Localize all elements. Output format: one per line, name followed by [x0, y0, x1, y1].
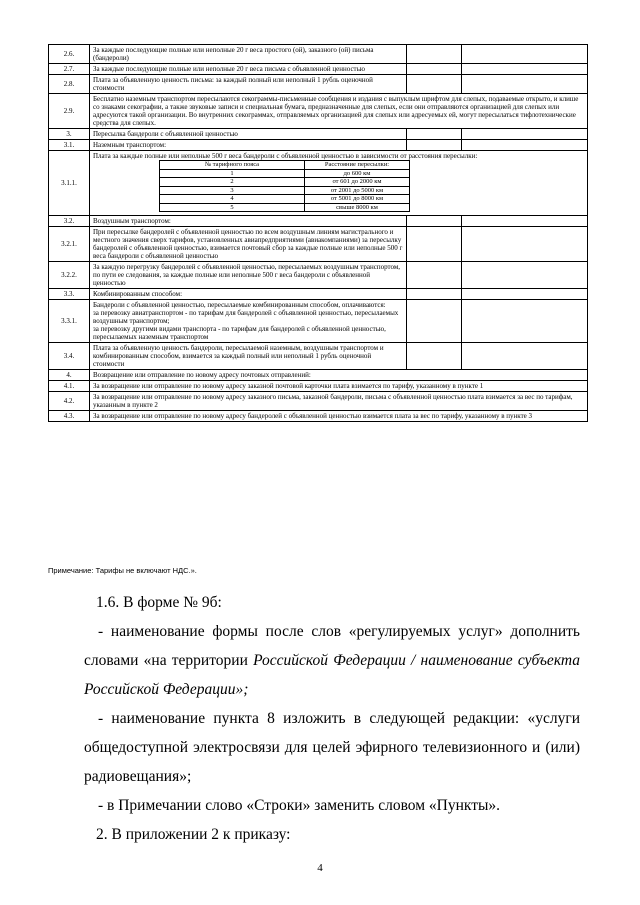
row-text: Бандероли с объявленной ценностью, пересылаемые комбинированным способом, оплачиваются: за перевозку авиатранспортом - по тарифам для бандеролей с объявленной ценностью, пересылаемых воздушным транспортом; за перевозку другими видами транспорта - по тарифам для бандеролей с объявленной ценностью, пересылаемых наземным транспортом	[90, 300, 407, 342]
row-number: 2.6.	[49, 45, 90, 64]
table-row	[49, 392, 588, 411]
zones-header: № тарифного пояса Расстояние пересылки:	[160, 161, 410, 170]
row-text: Пересылка бандероли с объявленной ценностью	[90, 129, 407, 139]
row-text: Наземным транспортом:	[90, 140, 407, 150]
table-row	[49, 216, 588, 227]
table-row	[49, 411, 588, 422]
amendment-text	[84, 588, 580, 849]
table-row	[49, 227, 588, 262]
row-number: 2.9.	[49, 94, 90, 129]
row-text: Плата за объявленную ценность бандероли, пересылаемой наземным, воздушным транспортом и комбинированным способом, взимается за каждый полный или неполный 1 рубль оценочной стоимости	[90, 343, 407, 369]
row-text: Плата за каждые полные или неполные 500 г веса бандероли с объявленной ценностью в зависимости от расстояния пересылки:	[93, 152, 478, 160]
table-row	[49, 343, 588, 370]
section-heading: 2. В приложении 2 к приказу:	[96, 826, 291, 843]
row-number: 2.7.	[49, 64, 90, 75]
row-text: За возвращение или отправление по новому адресу бандеролей с объявленной ценностью взимается плата за вес по тарифу, указанному в пункте 3	[90, 411, 588, 422]
row-text: Воздушным транспортом:	[90, 216, 407, 226]
row-number: 3.	[49, 129, 90, 140]
table-row	[49, 75, 588, 94]
row-text: Плата за объявленную ценность письма: за каждый полный или неполный 1 рубль оценочной стоимости	[90, 75, 407, 93]
paragraph: - в Примечании слово «Строки» заменить словом «Пункты».	[98, 797, 501, 814]
table-row	[49, 381, 588, 392]
row-number: 3.1.1.	[49, 151, 90, 216]
table-row	[49, 300, 588, 343]
row-text: При пересылке бандеролей с объявленной ценностью по всем воздушным линиям магистрального и местного значения сверх тарифов, установленных авиапредприятиями (авиакомпаниями) за пересылку бандеролей с объявленной ценностью, взимается почтовый сбор за каждые полные или неполные 500 г веса бандероли с объявленной ценностью	[90, 227, 407, 261]
row-text: За каждые последующие полные или неполные 20 г веса простого (ой), заказного (ой) письма (бандероли)	[90, 45, 407, 63]
zone-row: 1 до 600 км	[160, 169, 410, 178]
row-text: За каждую перегрузку бандеролей с объявленной ценностью, пересылаемых воздушным транспортом, по пути ее следования, за каждые полные или неполные 500 г веса бандероли с объявленной ценностью	[90, 262, 407, 288]
row-number: 3.4.	[49, 343, 90, 370]
row-text: Комбинированным способом:	[90, 289, 407, 299]
row-number: 4.	[49, 370, 90, 381]
row-number: 2.8.	[49, 75, 90, 94]
table-row	[49, 94, 588, 129]
row-number: 3.2.2.	[49, 262, 90, 289]
row-text: Бесплатно наземным транспортом пересылаются секограммы-письменные сообщения и издания с выпуклым шрифтом для слепых, подаваемые открыто, и клише со знаками секографии, а также звуковые записи и специальная бумага, предназначенные для слепых, если они отправляются организацией для слепых или адресуются такой организации. Во внутренних секограммах, отправляемых организацией для слепых или адресуемых ей, могут пересылаться тифлотехнические средства для слепых.	[90, 94, 588, 129]
tariff-zones-table	[159, 160, 410, 212]
table-row	[49, 289, 588, 300]
zone-row: 2 от 601 до 2000 км	[160, 178, 410, 187]
section-heading: 1.6. В форме № 9б:	[96, 594, 222, 611]
table-row	[49, 151, 588, 216]
zone-row: 3 от 2001 до 5000 км	[160, 186, 410, 195]
row-number: 3.2.1.	[49, 227, 90, 262]
tariff-table	[48, 44, 588, 422]
row-text: За каждые последующие полные или неполные 20 г веса письма с объявленной ценностью	[90, 64, 407, 74]
row-number: 3.3.	[49, 289, 90, 300]
zone-row: 4 от 5001 до 8000 км	[160, 195, 410, 204]
row-number: 4.3.	[49, 411, 90, 422]
row-text: За возвращение или отправление по новому адресу заказной почтовой карточки плата взимается по тарифу, указанному в пункте 1	[90, 381, 588, 392]
row-number: 4.2.	[49, 392, 90, 411]
paragraph: - наименование формы после слов «регулируемых услуг» дополнить словами «на территории Российской Федерации / наименование субъекта Российской Федерации»;	[84, 623, 580, 698]
row-number: 3.3.1.	[49, 300, 90, 343]
table-note: Примечание: Тарифы не включают НДС.».	[48, 566, 197, 575]
table-row	[49, 262, 588, 289]
row-number: 3.2.	[49, 216, 90, 227]
table-row	[49, 45, 588, 64]
table-row	[49, 140, 588, 151]
row-text: Возвращение или отправление по новому адресу почтовых отправлений:	[90, 370, 588, 381]
row-number: 4.1.	[49, 381, 90, 392]
table-row	[49, 129, 588, 140]
row-text: За возвращение или отправление по новому адресу заказного письма, заказной бандероли, письма с объявленной ценностью плата взимается за вес по тарифам, указанным в пункте 2	[90, 392, 588, 411]
zone-row: 5 свыше 8000 км	[160, 203, 410, 212]
table-row	[49, 370, 588, 381]
paragraph: - наименование пункта 8 изложить в следующей редакции: «услуги общедоступной электросвязи для целей эфирного телевизионного и (или) радиовещания»;	[84, 710, 580, 785]
row-number: 3.1.	[49, 140, 90, 151]
table-row	[49, 64, 588, 75]
page-number: 4	[317, 862, 323, 874]
